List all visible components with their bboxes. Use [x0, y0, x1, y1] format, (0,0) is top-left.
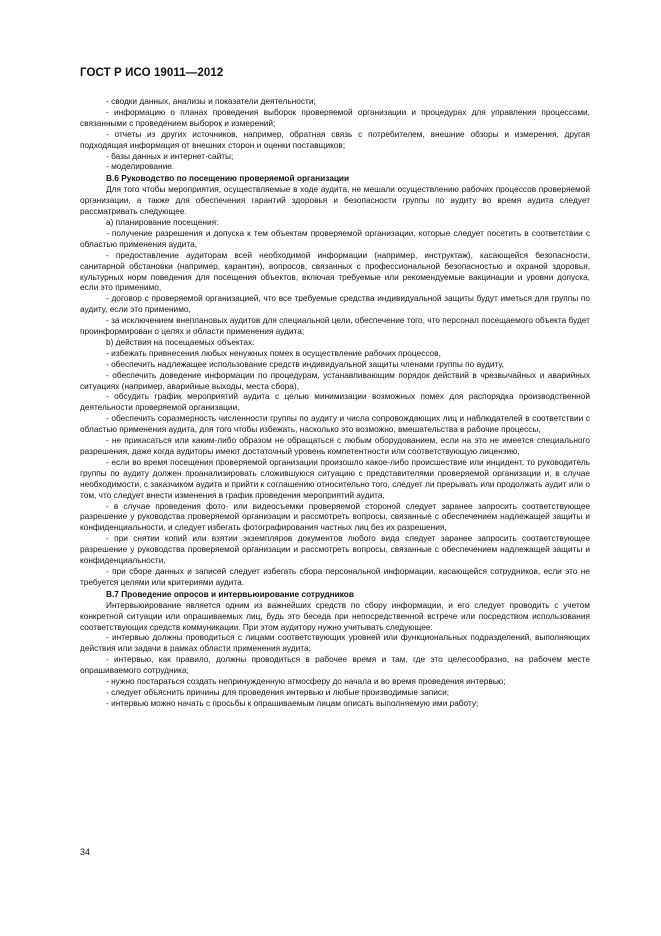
paragraph: - при сборе данных и записей следует избегать сбора персональной информации, касающейся сотрудников, если это не требуется целями или критериями аудита. — [80, 565, 590, 587]
paragraph: - избежать привнесения любых ненужных помех в осуществление рабочих процессов, — [106, 347, 441, 358]
page-number: 34 — [80, 847, 91, 857]
paragraph: - при снятии копий или взятии экземпляров документов любого вида следует заранее запросить соответствующее разрешение у руководства проверяемой организации и рассмотреть вопросы, связанные с обеспечением надлежащей защиты и конфиденциальности, — [80, 533, 590, 566]
paragraph: - обеспечить надлежащее использование средств индивидуальной защиты членами группы по аудиту, — [106, 358, 504, 369]
paragraph: - следует объяснить причины для проведения интервью и любые производимые записи; — [106, 686, 450, 697]
paragraph: Интервьюирование является одним из важнейших средств по сбору информации, и его следует проводить с учетом конкретной ситуации или опрашиваемых лиц, будь это беседа при непосредственной встрече или посредством использования соответствующих средств коммуникации. При этом аудитору нужно учитывать следующее: — [80, 599, 590, 632]
paragraph: - если во время посещения проверяемой организации произошло какое-либо происшествие или инцидент, то руководитель группы по аудиту должен проанализировать сложившуюся ситуацию с представителями проверяемой организации и, в случае необходимости, с заказчиком аудита и прийти к соглашению относительно того, следует ли прерывать или продолжать аудит или о том, что следует внести изменения в график проведения мероприятий аудита, — [80, 456, 590, 500]
paragraph: - базы данных и интернет-сайты; — [106, 150, 234, 161]
paragraph: - интервью можно начать с просьбы к опрашиваемым лицам описать выполняемую ими работу; — [106, 697, 479, 708]
paragraph: - сводки данных, анализы и показатели деятельности; — [106, 96, 316, 106]
paragraph: - информацию о планах проведения выборок проверяемой организации и процедурах для управления процессами, связанными с проведением выборок и измерений; — [80, 106, 590, 128]
paragraph: - нужно постараться создать непринужденную атмосферу до начала и во время проведения интервью; — [106, 676, 506, 687]
paragraph: - обсудить график мероприятий аудита с целью минимизации возможных помех для распорядка производственной деятельности проверяемой организации, — [80, 391, 590, 413]
document-body — [80, 96, 590, 709]
paragraph: - интервью, как правило, должны проводиться в рабочее время и там, где это целесообразно, на рабочем месте опрашиваемого сотрудника; — [80, 654, 590, 676]
paragraph: - моделирование. — [106, 161, 175, 172]
paragraph: - обеспечить соразмерность численности группы по аудиту и числа сопровождающих лиц и наблюдателей в соответствии с областью применения аудита, для того чтобы избежать, насколько это возможно, вмешательства в рабочие процессы, — [80, 413, 590, 435]
paragraph: b) действия на посещаемых объектах: — [106, 336, 255, 347]
section-heading: В.6 Руководство по посещению проверяемой организации — [106, 173, 350, 184]
paragraph: - получение разрешения и допуска к тем объектам проверяемой организации, которые следует посетить в соответствии с областью применения аудита, — [80, 227, 590, 249]
paragraph: - за исключением внеплановых аудитов для специальной цели, обеспечение того, что персонал посещаемого объекта будет проинформирован о целях и области применения аудита; — [80, 315, 590, 337]
paragraph: - в случае проведения фото- или видеосъемки проверяемой стороной следует заранее запросить соответствующее разрешение у руководства проверяемой организации и рассмотреть вопросы, связанные с обеспечением надлежащей защиты и конфиденциальности, и следует избегать фотографирования частных лиц без их разрешения, — [80, 500, 590, 533]
paragraph: Для того чтобы мероприятия, осуществляемые в ходе аудита, не мешали осуществлению рабочих процессов проверяемой организации, а также для обеспечения гарантий здоровья и безопасности группы по аудиту во время аудита следует рассматривать следующее. — [80, 184, 590, 217]
paragraph: - договор с проверяемой организацией, что все требуемые средства индивидуальной защиты будут иметься для группы по аудиту, если это применимо, — [80, 293, 590, 315]
paragraph: - отчеты из других источников, например, обратная связь с потребителем, внешние обзоры и измерения, другая подходящая информация от внешних сторон и оценки поставщиков; — [80, 128, 590, 150]
paragraph: - обеспечить доведение информации по процедурам, устанавливающим порядок действий в чрезвычайных и аварийных ситуациях (например, аварийные выходы, места сбора), — [80, 369, 590, 391]
paragraph: - предоставление аудиторам всей необходимой информации (например, инструктаж), касающейся безопасности, санитарной обстановки (например, карантин), вопросов, связанных с профессиональной безопасностью и охраной здоровья, культурных норм поведения для посещения объектов, включая требуемые или рекомендуемые вакцинации и уровни допуска, если это применимо, — [80, 249, 590, 293]
paragraph: - интервью должны проводиться с лицами соответствующих уровней или функциональных подразделений, выполняющих действия или задачи в рамках области применения аудита; — [80, 632, 590, 654]
paragraph: - не прикасаться или каким-либо образом не обращаться с любым оборудованием, если на это не имеется специального разрешения, даже когда аудиторы имеют достаточный уровень компетентности или соответствующую лицензию, — [80, 435, 590, 456]
section-heading: В.7 Проведение опросов и интервьюирование сотрудников — [106, 588, 354, 599]
paragraph: а) планирование посещения: — [106, 216, 219, 227]
document-header: ГОСТ Р ИСО 19011—2012 — [80, 67, 224, 79]
